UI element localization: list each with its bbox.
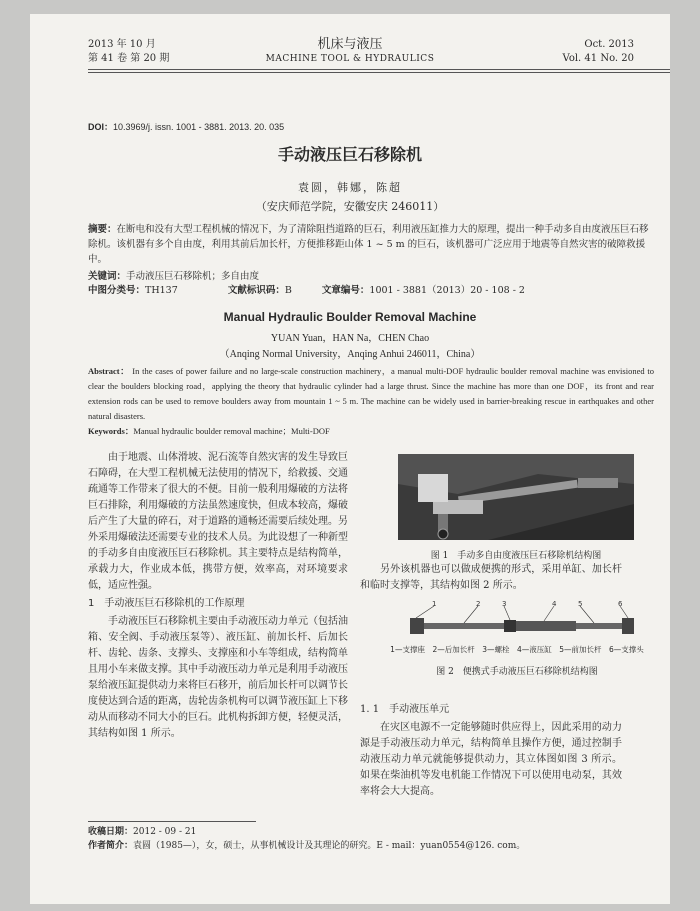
abstract-cn-label: 摘要： [88, 224, 117, 235]
doi-label: DOI： [88, 122, 114, 132]
section11-heading: 1. 1 手动液压单元 [360, 704, 450, 715]
journal-name-cn: 机床与液压 [317, 37, 383, 52]
bio-text: 袁圆（1985—），女，硕士，从事机械设计及其理论的研究。E - mail：yuan0554@126. com。 [133, 841, 526, 851]
fig2-label-1: 1 [432, 600, 437, 608]
keywords-en-label: Keywords： [88, 426, 134, 436]
abstract-en-label: Abstract： [88, 366, 130, 376]
header-date-en: Oct. 2013 [584, 39, 634, 50]
figure1-machine-photo [398, 454, 634, 540]
keywords-cn-label: 关键词： [88, 271, 127, 282]
footnote-rule [88, 821, 256, 822]
class-label: 中图分类号： [88, 285, 146, 296]
right-column-lower [360, 698, 622, 800]
figure2-intro-text: 另外该机器也可以做成便携的形式，采用单缸、加长杆和临时支撑等，其结构如图 2 所示。 [360, 564, 622, 591]
received-label: 收稿日期： [88, 827, 134, 837]
class-value: TH137 [145, 285, 178, 296]
section1-heading: 1 手动液压巨石移除机的工作原理 [88, 598, 245, 609]
header-rule-2 [88, 72, 670, 73]
section1-paragraph: 手动液压巨石移除机主要由手动液压动力单元（包括油箱、安全阀、手动液压泵等）、液压缸、前加长杆、后加长杆、齿轮、齿条、支撑头、支撑座和小车等组成，结构简单且用小车来做支撑。其中手动液压动力单元是利用手动液压泵给液压缸提供动力来将巨石移开，前后加长杆可以调节长度使达到合适的距离，齿轮齿条机构可以调节液压缸上下移动从而移动不同大小的巨石。此机构拆卸方便，轻便灵活，其结构如图 1 所示。 [88, 616, 348, 739]
article-label: 文章编号： [321, 285, 370, 296]
keywords-en [88, 425, 330, 437]
title-cn: 手动液压巨石移除机 [277, 145, 422, 164]
header-vol-en: Vol. 41 No. 20 [562, 53, 634, 64]
intro-paragraph: 由于地震、山体滑坡、泥石流等自然灾害的发生导致巨石障碍，在大型工程机械无法使用的情况下，给救援、交通疏通等工作带来了很大的不便。目前一般利用爆破的方法将巨石排除，利用爆破的方法虽然速度快，但成本较高，爆破后产生了大量的碎石，对于道路的通畅还需要后续处理。另外采用爆破法还需要专业的技术人员。为此设想了一种新型的手动多自由度液压巨石移除机。其主要特点是结构简单，承载力大，作业成本低，携带方便，效率高，对环境要求低，适应性强。 [88, 452, 348, 591]
keywords-cn [88, 270, 259, 283]
header-right [563, 38, 634, 66]
figure2-diagram [404, 600, 640, 640]
header-vol-cn: 第 41 卷 第 20 期 [88, 53, 170, 64]
doc-label: 文献标识码： [227, 285, 285, 296]
abstract-en-text: In the cases of power failure and no large-scale construction machinery，a manual multi-DOF hydraulic boulder removal machine was envisioned to clear the boulders blocking road，applying the theory that hydraulic cylinder had a large thrust. Since the machine has more than one DOF，its front and rear extension rods can be used to remove boulders away from mountain 1 ~ 5 m. The machine can be widely used in barrier-breaking rescue in earthquakes and other natural disasters. [88, 366, 654, 421]
left-column [88, 450, 348, 742]
affiliation-en: （Anqing Normal University，Anqing Anhui 246011，China） [219, 349, 481, 360]
article-value: 1001 - 3881（2013）20 - 108 - 2 [369, 285, 525, 296]
fig2-label-4: 4 [552, 600, 557, 608]
fig2-label-6: 6 [618, 600, 623, 608]
abstract-en [88, 364, 654, 424]
authors-cn: 袁圆，韩娜，陈超 [298, 181, 402, 194]
figure2-legend: 1—支撑座 2—后加长杆 3—螺栓 4—液压缸 5—前加长杆 6—支撑头 [390, 645, 644, 654]
figure2-intro [360, 562, 622, 594]
keywords-cn-text: 手动液压巨石移除机；多自由度 [126, 271, 260, 282]
section11-paragraph: 在灾区电源不一定能够随时供应得上，因此采用的动力源是手动液压动力单元，结构简单且操作方便，通过控制手动液压动力单元就能够提供动力，其立体图如图 3 所示。如果在柴油机等发电机能工作情况下可以使用电动泵，其效率将会大大提高。 [360, 722, 622, 797]
abstract-cn-text: 在断电和没有大型工程机械的情况下，为了清除阻挡道路的巨石，利用液压缸推力大的原理，提出一种手动多自由度液压巨石移除机。该机器有多个自由度，利用其前后加长杆，方便推移距山体 1 ~ 5 m 的巨石，该机器可广泛应用于地震等自然灾害的破障救援中。 [88, 224, 649, 265]
classification-line [88, 284, 654, 297]
fig2-label-5: 5 [578, 600, 583, 608]
header-date-cn: 2013 年 10 月 [88, 39, 156, 50]
title-en: Manual Hydraulic Boulder Removal Machine [223, 310, 477, 324]
received-date [88, 826, 196, 839]
fig2-label-3: 3 [502, 600, 507, 608]
doi-line [88, 120, 284, 133]
author-bio [88, 840, 654, 853]
doc-value: B [284, 285, 292, 296]
figure2-caption: 图 2 便携式手动液压巨石移除机结构图 [436, 667, 598, 677]
bio-label: 作者简介： [88, 841, 134, 851]
journal-name-en: MACHINE TOOL & HYDRAULICS [265, 54, 435, 64]
figure1-caption: 图 1 手动多自由度液压巨石移除机结构图 [430, 551, 602, 561]
authors-en: YUAN Yuan，HAN Na，CHEN Chao [270, 333, 430, 344]
journal-page [30, 14, 670, 904]
affiliation-cn: （安庆师范学院，安徽安庆 246011） [255, 200, 445, 213]
received-value: 2012 - 09 - 21 [133, 827, 197, 837]
fig2-label-2: 2 [476, 600, 481, 608]
keywords-en-text: Manual hydraulic boulder removal machine；Multi-DOF [133, 426, 330, 436]
abstract-cn [88, 222, 654, 267]
doi-value: 10.3969/j. issn. 1001 - 3881. 2013. 20. 035 [113, 122, 285, 132]
header-rule [88, 69, 670, 70]
